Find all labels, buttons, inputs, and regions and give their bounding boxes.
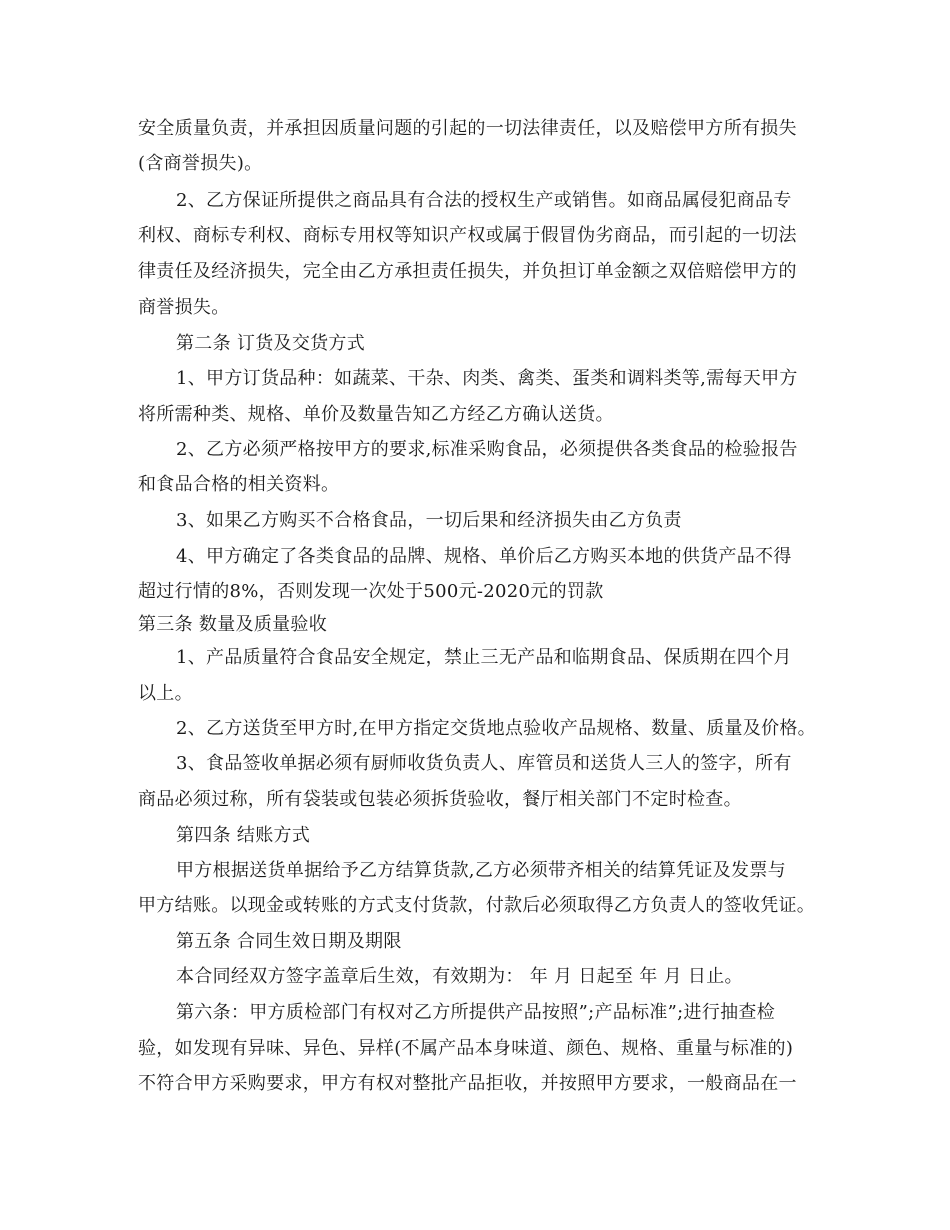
text-line: 超过行情的8%，否则发现一次处于500元-2020元的罚款 — [138, 581, 604, 602]
text-line: 1、甲方订货品种：如蔬菜、干杂、肉类、禽类、蛋类和调料类等,需每天甲方 — [176, 368, 798, 389]
section-heading: 第三条 数量及质量验收 — [138, 614, 328, 635]
text-line: 商品必须过称，所有袋装或包装必须拆货验收，餐厅相关部门不定时检查。 — [138, 789, 742, 810]
text-line: 和食品合格的相关资料。 — [138, 474, 340, 495]
text-line: 2、乙方必须严格按甲方的要求,标准采购食品，必须提供各类食品的检验报告 — [176, 439, 798, 460]
text-line: 甲方结账。以现金或转账的方式支付货款，付款后必须取得乙方负责人的签收凭证。 — [138, 895, 816, 916]
text-line: 2、乙方送货至甲方时,在甲方指定交货地点验收产品规格、数量、质量及价格。 — [176, 718, 816, 739]
section-heading: 第二条 订货及交货方式 — [176, 333, 366, 354]
text-line: 甲方根据送货单据给予乙方结算货款,乙方必须带齐相关的结算凭证及发票与 — [176, 860, 786, 881]
text-line: 3、如果乙方购买不合格食品，一切后果和经济损失由乙方负责 — [176, 510, 682, 531]
section-heading: 第五条 合同生效日期及期限 — [176, 931, 402, 952]
text-line: 4、甲方确定了各类食品的品牌、规格、单价后乙方购买本地的供货产品不得 — [176, 546, 792, 567]
text-line: 2、乙方保证所提供之商品具有合法的授权生产或销售。如商品属侵犯商品专 — [176, 190, 792, 211]
section-heading: 第四条 结账方式 — [176, 825, 311, 846]
text-line: 本合同经双方签字盖章后生效，有效期为： 年 月 日起至 年 月 日止。 — [176, 966, 743, 987]
text-line: 第六条：甲方质检部门有权对乙方所提供产品按照”;产品标准”;进行抽查检 — [176, 1002, 776, 1023]
text-line: 不符合甲方采购要求，甲方有权对整批产品拒收，并按照甲方要求，一般商品在一 — [138, 1073, 797, 1094]
text-line: 3、食品签收单据必须有厨师收货负责人、库管员和送货人三人的签字，所有 — [176, 753, 792, 774]
text-line: 以上。 — [138, 683, 193, 704]
text-line: 利权、商标专利权、商标专用权等知识产权或属于假冒伪劣商品，而引起的一切法 — [138, 225, 797, 246]
text-line: (含商誉损失)。 — [138, 153, 263, 174]
text-line: 验，如发现有异味、异色、异样(不属产品本身味道、颜色、规格、重量与标准的) — [138, 1038, 794, 1059]
text-line: 商誉损失。 — [138, 297, 230, 318]
text-line: 律责任及经济损失，完全由乙方承担责任损失，并负担订单金额之双倍赔偿甲方的 — [138, 261, 797, 282]
text-line: 1、产品质量符合食品安全规定，禁止三无产品和临期食品、保质期在四个月 — [176, 647, 792, 668]
text-line: 将所需种类、规格、单价及数量告知乙方经乙方确认送货。 — [138, 404, 614, 425]
text-line: 安全质量负责，并承担因质量问题的引起的一切法律责任，以及赔偿甲方所有损失 — [138, 118, 797, 139]
